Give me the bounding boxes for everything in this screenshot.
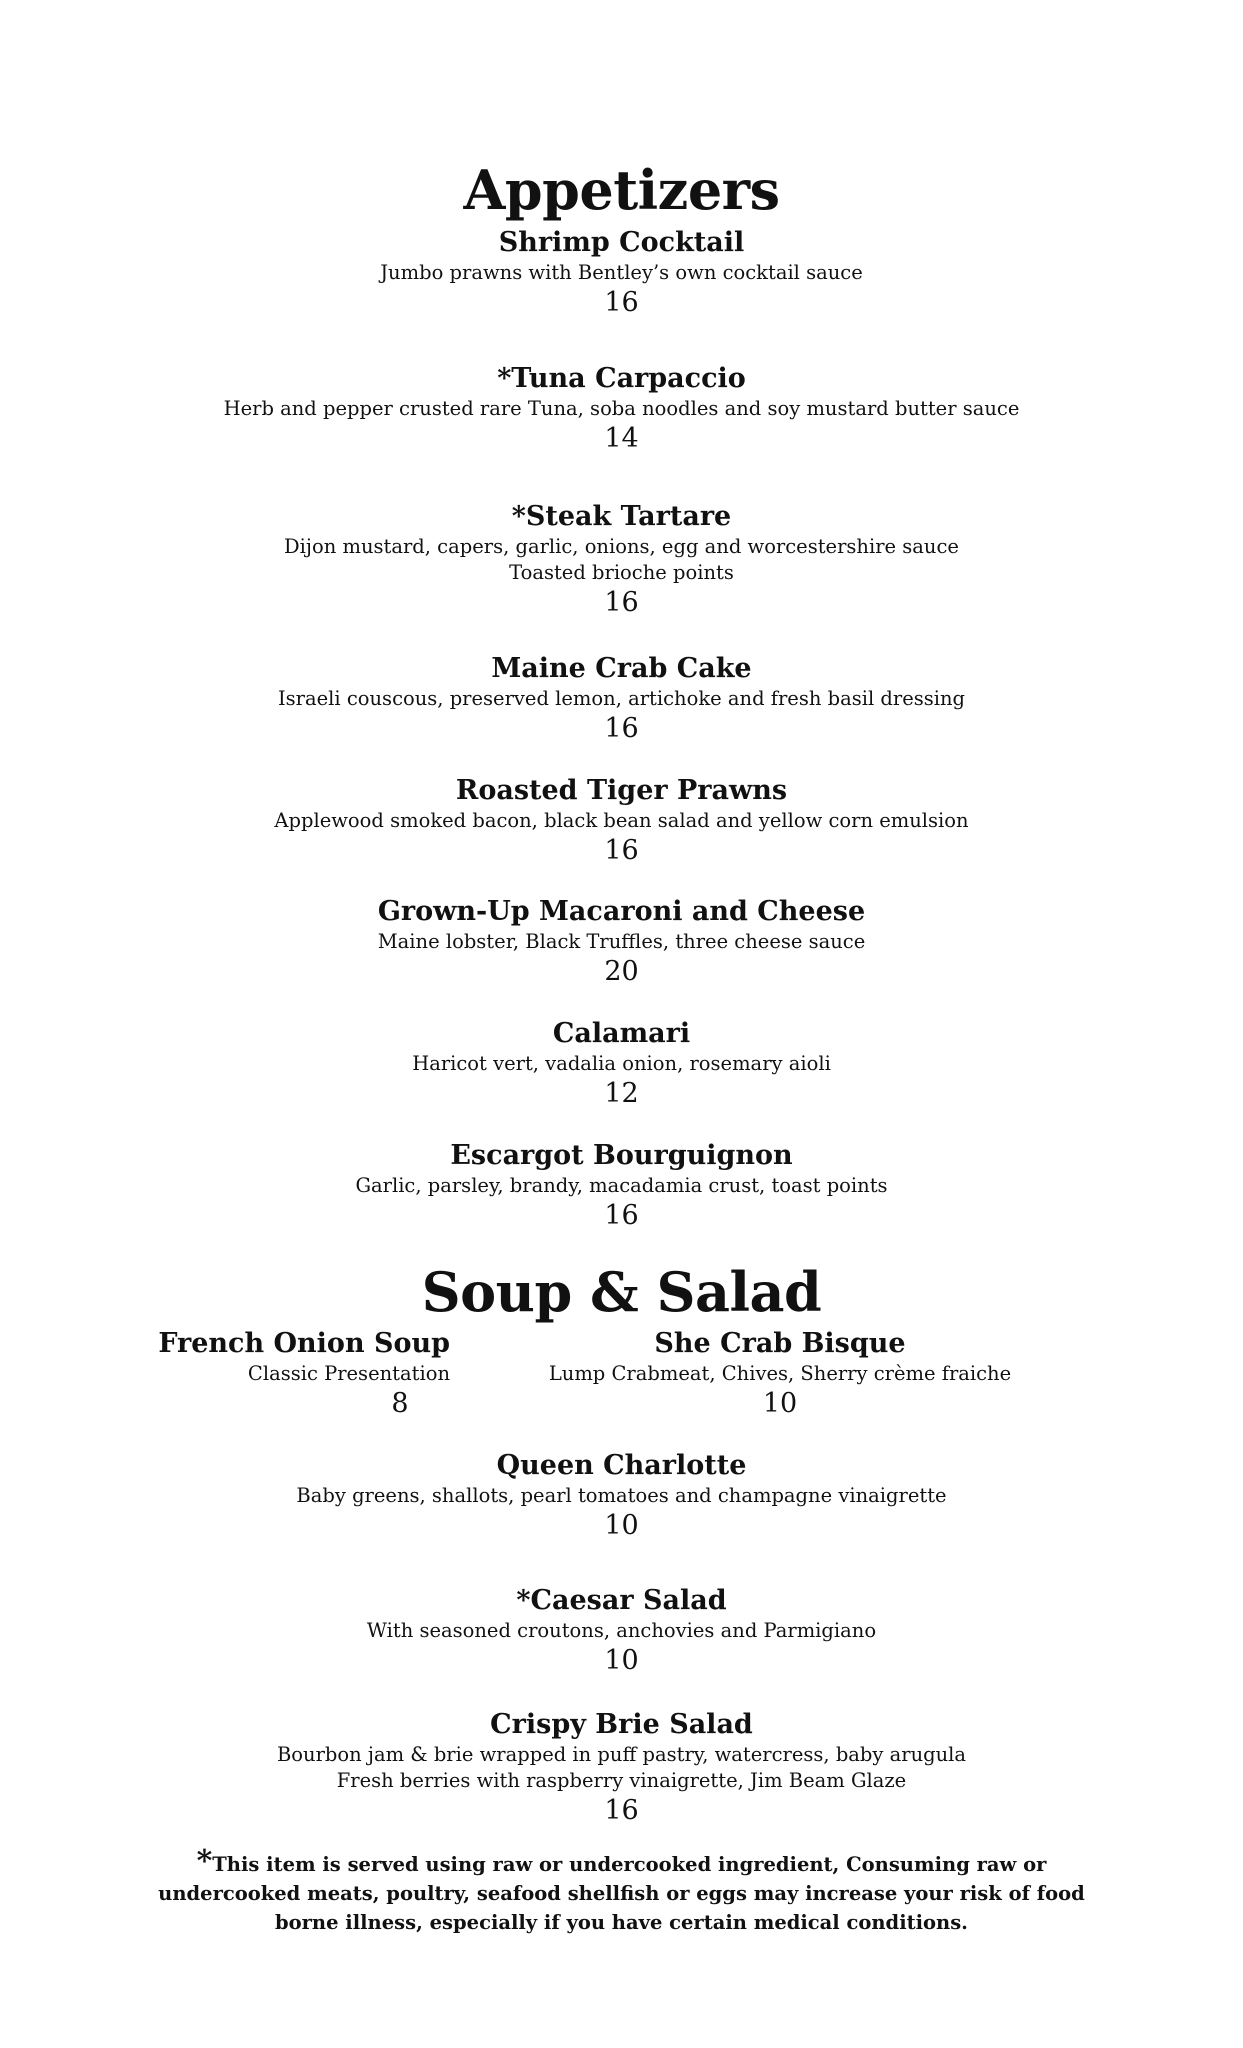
item-description: Fresh berries with raspberry vinaigrette, Jim Beam Glaze [336, 1769, 907, 1792]
item-name: *Steak Tartare [511, 501, 732, 532]
item-name: Crispy Brie Salad [490, 1709, 753, 1740]
item-description: Baby greens, shallots, pearl tomatoes and champagne vinaigrette [296, 1484, 947, 1507]
asterisk-mark: * [196, 1844, 213, 1879]
menu-item [0, 1017, 1243, 1111]
menu-item [0, 1449, 1243, 1543]
item-price: 16 [604, 835, 639, 866]
raw-food-disclaimer [150, 1844, 1093, 1937]
menu-item [0, 500, 1243, 620]
item-price: 10 [604, 1645, 639, 1676]
disclaimer-text: This item is served using raw or undercooked ingredient, Consuming raw or undercooked meats, poultry, seafood shellfish or eggs may increase your risk of food borne illness, especially if you have certain medical conditions. [158, 1853, 1085, 1934]
item-description: Lump Crabmeat, Chives, Sherry crème fraiche [548, 1362, 1012, 1385]
item-description: Jumbo prawns with Bentley’s own cocktail sauce [380, 261, 863, 284]
item-name: *Tuna Carpaccio [497, 363, 746, 394]
menu-item [0, 226, 1243, 320]
item-description: Israeli couscous, preserved lemon, artichoke and fresh basil dressing [277, 687, 966, 710]
item-price: 16 [604, 1795, 639, 1826]
section-title-soup-salad: Soup & Salad [421, 1260, 822, 1324]
item-description: Toasted brioche points [509, 561, 734, 584]
menu-item-left-column [150, 1327, 450, 1421]
item-price: 8 [391, 1388, 409, 1419]
menu-item [0, 362, 1243, 456]
menu-item [0, 652, 1243, 746]
menu-item [0, 774, 1243, 868]
item-name: Escargot Bourguignon [450, 1140, 793, 1171]
item-description: Garlic, parsley, brandy, macadamia crust, toast points [355, 1174, 888, 1197]
item-description: Dijon mustard, capers, garlic, onions, egg and worcestershire sauce [284, 535, 959, 558]
item-description: Herb and pepper crusted rare Tuna, soba noodles and soy mustard butter sauce [223, 397, 1020, 420]
item-price: 16 [604, 713, 639, 744]
item-name: Grown-Up Macaroni and Cheese [377, 896, 866, 927]
item-description: Classic Presentation [247, 1362, 450, 1385]
item-price: 16 [604, 587, 639, 618]
item-price: 20 [604, 956, 639, 987]
item-price: 16 [604, 287, 639, 318]
item-description: Haricot vert, vadalia onion, rosemary aioli [412, 1052, 831, 1075]
menu-item [0, 1708, 1243, 1828]
item-description: With seasoned croutons, anchovies and Parmigiano [366, 1619, 877, 1642]
menu-item [0, 1584, 1243, 1678]
item-name: Maine Crab Cake [491, 653, 752, 684]
item-price: 12 [604, 1078, 639, 1109]
item-price: 14 [604, 423, 639, 454]
item-name: French Onion Soup [158, 1328, 450, 1359]
item-description: Applewood smoked bacon, black bean salad and yellow corn emulsion [274, 809, 969, 832]
item-description: Bourbon jam & brie wrapped in puff pastry, watercress, baby arugula [276, 1743, 967, 1766]
item-price: 16 [604, 1200, 639, 1231]
item-price: 10 [604, 1510, 639, 1541]
item-name: Shrimp Cocktail [498, 227, 745, 258]
item-description: Maine lobster, Black Truffles, three cheese sauce [377, 930, 866, 953]
item-name: She Crab Bisque [654, 1328, 906, 1359]
menu-item-right-column [510, 1327, 1050, 1421]
section-title-appetizers: Appetizers [463, 158, 780, 222]
item-name: Roasted Tiger Prawns [455, 775, 788, 806]
item-name: *Caesar Salad [516, 1585, 727, 1616]
item-name: Calamari [552, 1018, 691, 1049]
item-price: 10 [762, 1388, 798, 1419]
menu-item [0, 1139, 1243, 1233]
item-name: Queen Charlotte [496, 1450, 747, 1481]
menu-item [0, 895, 1243, 989]
